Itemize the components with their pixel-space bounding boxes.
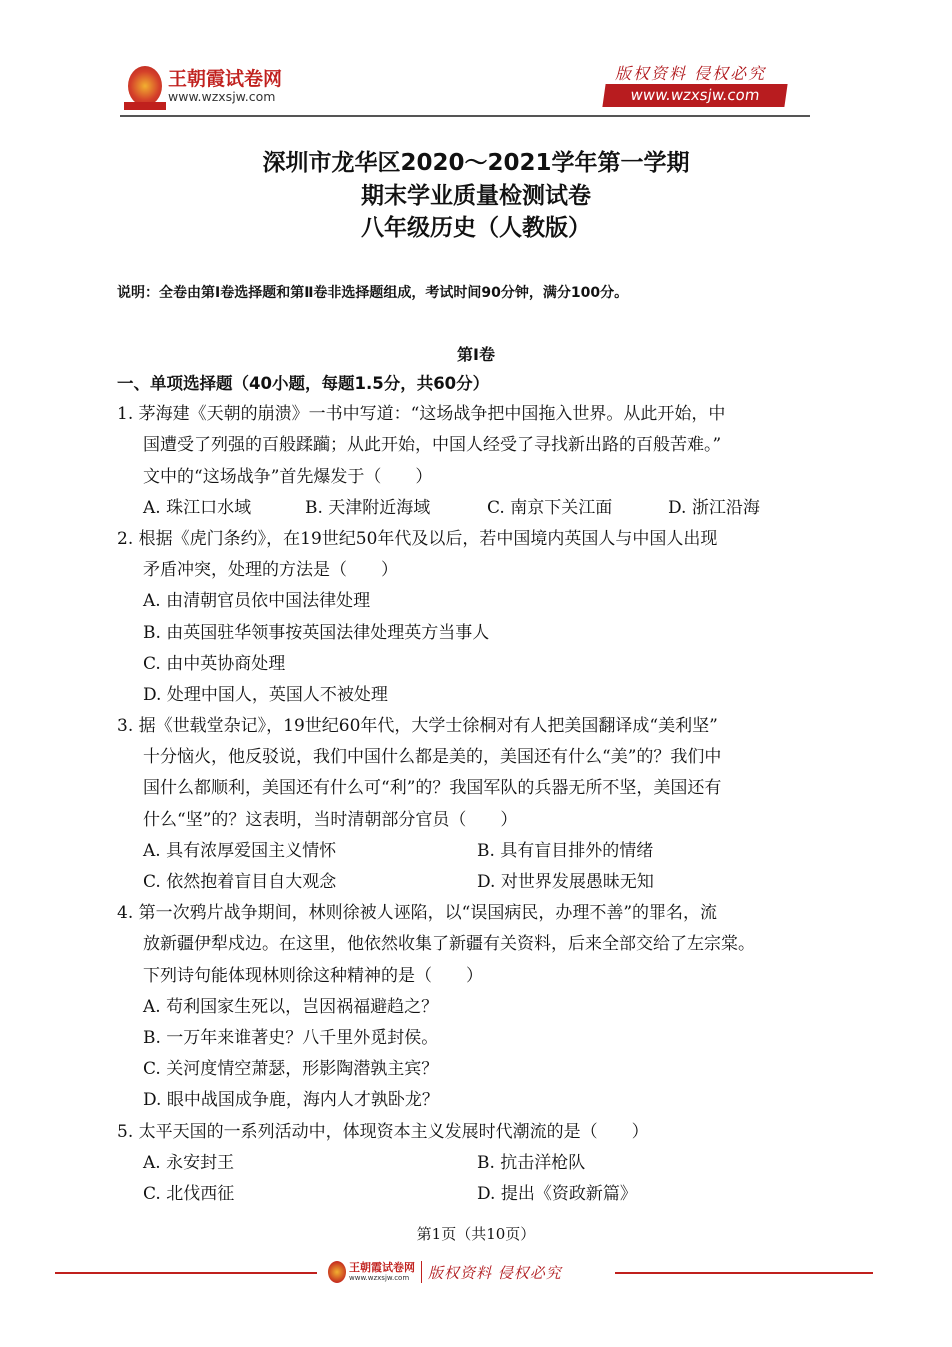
- footer-logo-name: 王朝霞试卷网: [349, 1261, 415, 1274]
- option-d: D. 眼中战国成争鹿，海内人才孰卧龙？: [143, 1090, 439, 1111]
- option-a: A. 具有浓厚爱国主义情怀: [143, 840, 337, 861]
- question-text: 十分恼火，他反驳说，我们中国什么都是美的，美国还有什么“美”的？我们中: [143, 747, 722, 768]
- section-heading: 一、单项选择题（40小题，每题1.5分，共60分）: [117, 374, 490, 393]
- title-line-2: 期末学业质量检测试卷: [361, 183, 591, 209]
- question-text: 矛盾冲突，处理的方法是（ ）: [143, 560, 398, 581]
- question-text: 4. 第一次鸦片战争期间，林则徐被人诬陷，以“误国病民，办理不善”的罪名，流: [117, 903, 718, 924]
- option-d: D. 提出《资政新篇》: [477, 1183, 637, 1204]
- url-banner: www.wzxsjw.com: [602, 84, 787, 107]
- option-b: B. 一万年来谁著史？八千里外觅封侯。: [143, 1027, 439, 1048]
- question-text: 1. 茅海建《天朝的崩溃》一书中写道：“这场战争把中国拖入世界。从此开始，中: [117, 404, 726, 425]
- site-logo: [128, 66, 282, 106]
- page-number: 第1页（共10页）: [416, 1225, 536, 1243]
- title-line-3: 八年级历史（人教版）: [361, 215, 591, 241]
- question-text: 放新疆伊犁戍边。在这里，他依然收集了新疆有关资料，后来全部交给了左宗棠。: [143, 934, 755, 955]
- copyright-notice: 版权资料 侵权必究: [615, 64, 767, 83]
- seal-icon: [128, 66, 162, 106]
- option-b: B. 抗击洋枪队: [477, 1152, 586, 1173]
- title-line-1: 深圳市龙华区2020～2021学年第一学期: [262, 150, 690, 176]
- question-2: [117, 524, 817, 711]
- question-text: 什么“坚”的？这表明，当时清朝部分官员（ ）: [143, 809, 518, 830]
- volume-heading: 第Ⅰ卷: [457, 345, 495, 364]
- question-5: [117, 1117, 817, 1211]
- option-d: D. 浙江沿海: [668, 497, 760, 518]
- logo-url: www.wzxsjw.com: [168, 89, 276, 104]
- seal-icon: [328, 1261, 346, 1283]
- footer-divider-right: [615, 1272, 873, 1274]
- question-text: 2. 根据《虎门条约》，在19世纪50年代及以后，若中国境内英国人与中国人出现: [117, 528, 718, 549]
- footer-copyright: 版权资料 侵权必究: [428, 1263, 562, 1282]
- question-text: 国什么都顺利，美国还有什么可“利”的？我国军队的兵器无所不坚，美国还有: [143, 778, 722, 799]
- option-a: A. 永安封王: [143, 1152, 235, 1173]
- option-a: A. 苟利国家生死以，岂因祸福避趋之？: [143, 996, 439, 1017]
- footer-divider-left: [55, 1272, 317, 1274]
- option-a: A. 珠江口水域: [143, 497, 252, 518]
- question-text: 3. 据《世载堂杂记》，19世纪60年代，大学士徐桐对有人把美国翻译成“美利坚”: [117, 716, 718, 737]
- option-c: C. 由中英协商处理: [143, 653, 286, 674]
- logo-name: 王朝霞试卷网: [168, 68, 283, 90]
- option-c: C. 南京下关江面: [487, 497, 613, 518]
- footer-logo: [328, 1261, 562, 1283]
- option-c: C. 关河度情空萧瑟，形影陶潜孰主宾？: [143, 1059, 439, 1080]
- question-3: [117, 711, 817, 898]
- option-a: A. 由清朝官员依中国法律处理: [143, 591, 371, 612]
- questions: [117, 368, 817, 1210]
- option-d: D. 对世界发展愚昧无知: [477, 872, 654, 892]
- question-text: 下列诗句能体现林则徐这种精神的是（ ）: [143, 965, 483, 986]
- exam-instructions: 说明：全卷由第Ⅰ卷选择题和第Ⅱ卷非选择题组成，考试时间90分钟，满分100分。: [117, 285, 629, 301]
- option-b: B. 具有盲目排外的情绪: [477, 840, 654, 861]
- question-text: 国遭受了列强的百般蹂躏；从此开始，中国人经受了寻找新出路的百般苦难。”: [143, 435, 722, 456]
- footer-logo-url: www.wzxsjw.com: [349, 1274, 410, 1282]
- header-divider: [120, 115, 810, 117]
- question-text: 5. 太平天国的一系列活动中，体现资本主义发展时代潮流的是（ ）: [117, 1121, 649, 1142]
- question-4: [117, 898, 817, 1116]
- option-c: C. 北伐西征: [143, 1183, 235, 1204]
- option-b: B. 天津附近海域: [305, 497, 431, 518]
- question-1: [117, 399, 817, 524]
- option-d: D. 处理中国人，英国人不被处理: [143, 684, 388, 705]
- option-c: C. 依然抱着盲目自大观念: [143, 872, 337, 892]
- question-text: 文中的“这场战争”首先爆发于（ ）: [143, 466, 433, 487]
- option-b: B. 由英国驻华领事按英国法律处理英方当事人: [143, 622, 490, 643]
- footer-separator: [421, 1261, 422, 1283]
